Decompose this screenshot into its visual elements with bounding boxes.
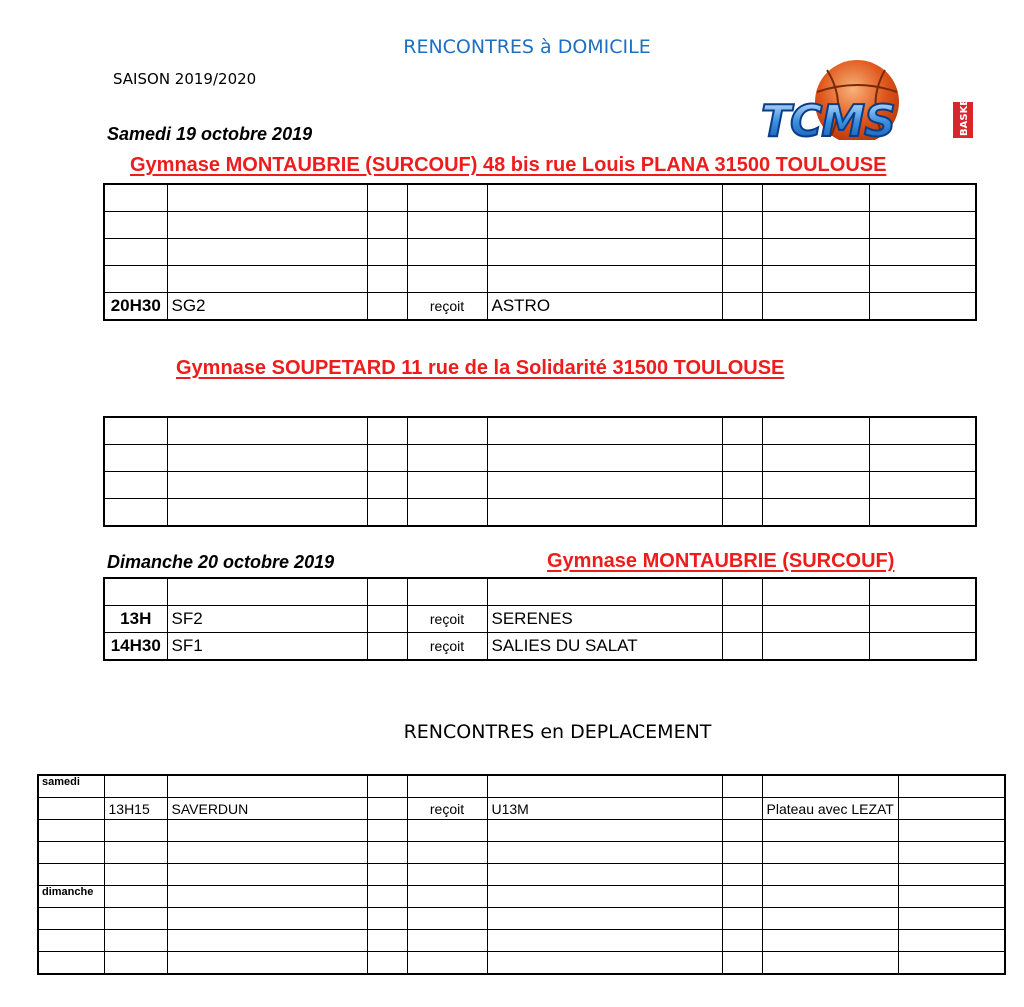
logo-text: TCMS [761,96,895,140]
table-row [38,820,1005,842]
table-cell [898,775,1005,798]
table-cell [762,864,898,886]
table-cell [367,212,407,239]
table-row [104,445,976,472]
table-cell [898,886,1005,908]
table-row [38,886,1005,908]
table-cell: reçoit [407,798,487,820]
table-cell [487,930,722,952]
table-cell [407,930,487,952]
table-row [38,952,1005,975]
table-row [38,930,1005,952]
table-cell [762,908,898,930]
table-cell: SALIES DU SALAT [487,633,722,661]
table-cell [407,472,487,499]
table-cell [762,293,869,321]
table-cell [104,184,167,212]
table-cell [407,775,487,798]
venue-montaubrie: Gymnase MONTAUBRIE (SURCOUF) 48 bis rue Louis PLANA 31500 TOULOUSE [130,154,887,176]
saturday-date: Samedi 19 octobre 2019 [107,124,313,144]
table-cell [487,184,722,212]
table-cell [762,417,869,445]
table-cell [104,930,167,952]
table-cell [407,212,487,239]
table-cell [367,886,407,908]
table-cell [167,886,367,908]
table-cell [407,184,487,212]
table-cell [722,499,762,527]
page-title: RENCONTRES à DOMICILE [403,36,651,58]
table-cell [722,886,762,908]
table-cell [762,633,869,661]
table-cell [407,417,487,445]
table-cell: reçoit [407,606,487,633]
table-row [104,472,976,499]
table-cell [762,472,869,499]
table-row [38,842,1005,864]
table-cell [407,239,487,266]
table-cell [869,633,976,661]
table-cell [722,266,762,293]
table-row [104,293,976,321]
table-cell [367,266,407,293]
table-cell [104,445,167,472]
table-cell [367,820,407,842]
table-cell [869,499,976,527]
table-row [104,578,976,606]
table-cell [367,417,407,445]
table-cell: SAVERDUN [167,798,367,820]
table-cell [104,864,167,886]
table-cell [367,472,407,499]
table-cell [487,499,722,527]
table-cell [722,908,762,930]
table-cell [722,633,762,661]
table-cell [722,864,762,886]
table-cell [167,864,367,886]
table-cell [367,930,407,952]
table-cell [722,472,762,499]
table-cell: SG2 [167,293,367,321]
table-cell: U13M [487,798,722,820]
table-cell: 20H30 [104,293,167,321]
table-cell [38,842,104,864]
table-cell [762,578,869,606]
table-cell [869,578,976,606]
table-cell [487,864,722,886]
venue-sunday: Gymnase MONTAUBRIE (SURCOUF) [547,550,895,572]
table-cell [722,184,762,212]
table-cell [762,239,869,266]
table-cell: 13H [104,606,167,633]
table-row [104,633,976,661]
table-cell [367,633,407,661]
table-cell [167,445,367,472]
table-cell [167,952,367,975]
logo-tag: BASKET [959,92,970,136]
table-cell [762,930,898,952]
table-cell [762,775,898,798]
table-cell [167,239,367,266]
table-cell [367,293,407,321]
table-cell [487,212,722,239]
table-cell: samedi [38,775,104,798]
table-cell [167,212,367,239]
table-row [104,499,976,527]
away-schedule-table [37,774,1006,975]
table-cell [167,499,367,527]
saturday-schedule-table [103,183,977,321]
table-cell [407,842,487,864]
table-cell [487,842,722,864]
sunday-schedule-table [103,577,977,661]
table-cell [407,908,487,930]
table-cell: 13H15 [104,798,167,820]
table-cell [722,212,762,239]
table-cell [167,472,367,499]
table-row [38,908,1005,930]
table-cell [487,266,722,293]
table-cell [38,864,104,886]
table-cell [367,952,407,975]
table-row [38,864,1005,886]
table-row [104,417,976,445]
table-cell [104,842,167,864]
table-cell [38,908,104,930]
table-cell [407,820,487,842]
table-row [104,266,976,293]
table-cell [869,472,976,499]
table-cell [367,842,407,864]
season-label: SAISON 2019/2020 [113,70,257,88]
tcms-logo [757,58,977,140]
table-cell [487,445,722,472]
table-cell [367,239,407,266]
table-cell [167,820,367,842]
table-cell [407,499,487,527]
table-cell: SF2 [167,606,367,633]
table-cell [898,820,1005,842]
table-cell [104,212,167,239]
table-cell: SF1 [167,633,367,661]
table-cell [367,578,407,606]
table-cell [898,908,1005,930]
table-cell [869,293,976,321]
table-cell [104,952,167,975]
table-cell [167,842,367,864]
table-cell [104,417,167,445]
table-row [38,798,1005,820]
table-cell [722,445,762,472]
table-cell [407,886,487,908]
table-cell [104,499,167,527]
table-cell [869,239,976,266]
table-cell [762,886,898,908]
table-cell [367,864,407,886]
table-cell [869,606,976,633]
table-cell: 14H30 [104,633,167,661]
table-cell: dimanche [38,886,104,908]
table-cell [487,239,722,266]
table-cell [367,908,407,930]
table-cell [407,952,487,975]
table-cell [104,239,167,266]
venue-soupetard: Gymnase SOUPETARD 11 rue de la Solidarité 31500 TOULOUSE [176,357,785,379]
table-cell [898,864,1005,886]
table-cell [167,930,367,952]
table-cell [407,266,487,293]
table-cell [722,798,762,820]
table-cell [167,775,367,798]
table-cell [869,417,976,445]
table-cell [762,820,898,842]
table-cell [367,606,407,633]
table-cell [762,445,869,472]
table-cell [104,886,167,908]
table-cell [167,908,367,930]
table-cell [722,930,762,952]
table-cell [722,775,762,798]
away-title: RENCONTRES en DEPLACEMENT [403,721,712,743]
table-cell [104,472,167,499]
table-cell: reçoit [407,633,487,661]
table-cell [104,908,167,930]
table-cell [898,930,1005,952]
table-cell [869,266,976,293]
table-cell [487,952,722,975]
table-cell [722,239,762,266]
table-cell [487,775,722,798]
soupetard-schedule-table [103,416,977,527]
table-cell [38,930,104,952]
table-cell: SERENES [487,606,722,633]
sunday-date: Dimanche 20 octobre 2019 [107,552,335,572]
table-cell [722,606,762,633]
table-cell [38,952,104,975]
table-cell [407,578,487,606]
table-cell [167,266,367,293]
table-cell [722,417,762,445]
table-cell [487,417,722,445]
table-cell [104,775,167,798]
table-cell [487,908,722,930]
table-cell [407,445,487,472]
table-cell [167,184,367,212]
table-cell [762,952,898,975]
table-cell [722,578,762,606]
table-cell [762,266,869,293]
table-cell [722,842,762,864]
table-cell: ASTRO [487,293,722,321]
table-cell [367,775,407,798]
table-cell [762,184,869,212]
table-cell [167,578,367,606]
table-cell [407,864,487,886]
table-cell [38,798,104,820]
table-cell [898,842,1005,864]
table-cell [762,499,869,527]
table-cell [104,820,167,842]
table-cell [367,184,407,212]
table-row [104,184,976,212]
table-cell [898,952,1005,975]
table-cell [722,293,762,321]
table-row [104,212,976,239]
table-cell [104,578,167,606]
basketball-icon [757,58,977,140]
table-cell [762,842,898,864]
table-cell [869,212,976,239]
table-cell [898,798,1005,820]
table-cell [487,472,722,499]
table-cell [487,820,722,842]
table-cell [367,499,407,527]
table-cell: reçoit [407,293,487,321]
table-cell: Plateau avec LEZAT [762,798,898,820]
table-cell [367,798,407,820]
table-cell [487,578,722,606]
table-cell [167,417,367,445]
table-cell [869,184,976,212]
table-cell [367,445,407,472]
table-row [104,606,976,633]
table-cell [38,820,104,842]
table-row [38,775,1005,798]
table-row [104,239,976,266]
table-cell [104,266,167,293]
table-cell [722,952,762,975]
table-cell [487,886,722,908]
table-cell [869,445,976,472]
table-cell [722,820,762,842]
table-cell [762,212,869,239]
table-cell [762,606,869,633]
